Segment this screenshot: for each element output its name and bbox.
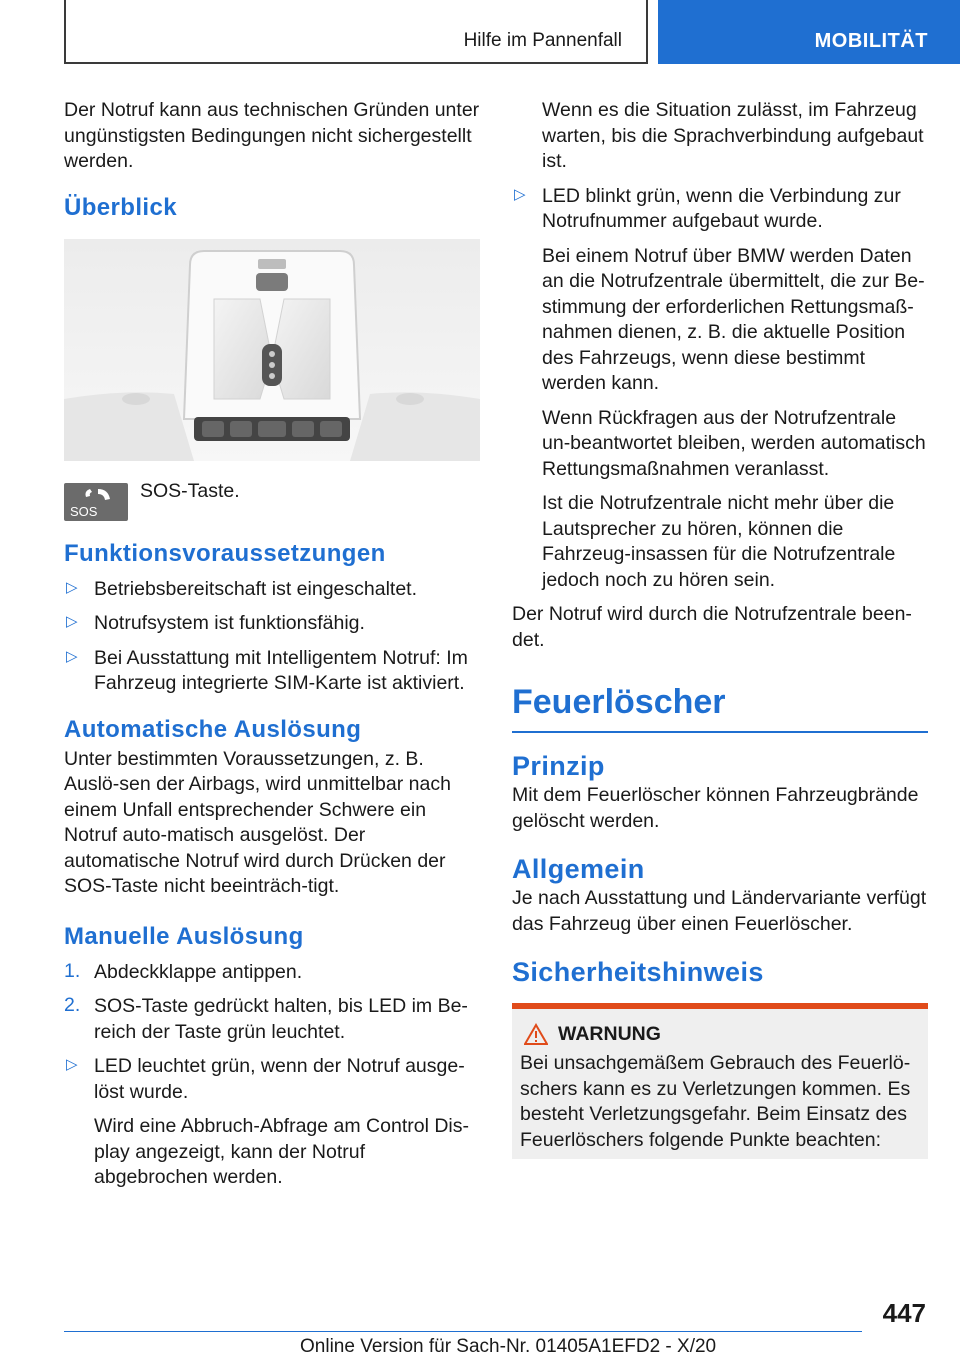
right-column bbox=[512, 98, 928, 1159]
overhead-console-image bbox=[64, 239, 480, 461]
header-chapter-tab bbox=[658, 0, 960, 64]
list-item: ▷ Bei Ausstattung mit Intelligentem Notruf: Im Fahrzeug integrierte SIM-Karte ist aktiviert. bbox=[66, 646, 468, 694]
warning-text: Bei unsachgemäßem Gebrauch des Feuerlö-schers kann es zu Verletzungen kommen. Es besteht Verletzungsgefahr. Beim Einsatz des Feuerlöschers folgende Punkte beachten: bbox=[520, 1052, 911, 1151]
triangle-bullet-icon: ▷ bbox=[66, 1056, 78, 1073]
overhead-console-illustration bbox=[64, 239, 480, 461]
step-item: 2. SOS-Taste gedrückt halten, bis LED im Be-reich der Taste grün leuchtet. bbox=[64, 994, 468, 1043]
manual-trigger-heading: Manuelle Auslösung bbox=[64, 922, 304, 950]
intro-paragraph: Der Notruf kann aus technischen Gründen unter ungünstigsten Bedingungen nicht sichergestellt werden. bbox=[64, 99, 480, 172]
triangle-bullet-icon: ▷ bbox=[514, 185, 526, 203]
result-note: Bei einem Notruf über BMW werden Daten an die Notrufzentrale übermittelt, die zur Be-stimmung der erforderlichen Rettungsmaß-nahmen dienen, z. B. die aktuelle Position des Fahrzeugs, wenn diese bestimmt werden kann. bbox=[542, 244, 925, 394]
automatic-trigger-text: Unter bestimmten Voraussetzungen, z. B. Auslö-sen der Airbags, wird unmittelbar nach einem Unfall entsprechender Schwere ein Notruf auto-matisch ausgelöst. Der automatische Notruf wird durch Drücken der SOS-Taste nicht beeinträch-tigt. bbox=[64, 747, 451, 897]
header-chapter-title: MOBILITÄT bbox=[814, 30, 928, 52]
safety-heading: Sicherheitshinweis bbox=[512, 957, 764, 987]
overview-heading: Überblick bbox=[64, 193, 177, 221]
principle-text: Mit dem Feuerlöscher können Fahrzeugbrände gelöscht werden. bbox=[512, 784, 919, 832]
function-requirements-heading: Funktionsvoraussetzungen bbox=[64, 539, 386, 567]
continued-note: Wenn es die Situation zulässt, im Fahrzeug warten, bis die Sprachverbindung aufgebaut ist. bbox=[542, 99, 924, 172]
footer-divider bbox=[64, 1331, 862, 1332]
end-paragraph: Der Notruf wird durch die Notrufzentrale been-det. bbox=[512, 603, 912, 651]
sos-icon-text: SOS bbox=[70, 503, 98, 519]
result-item: ▷ LED blinkt grün, wenn die Verbindung zur Notrufnummer aufgebaut wurde. bbox=[514, 184, 901, 232]
header-section-tab bbox=[64, 0, 648, 64]
list-item: ▷ Notrufsystem ist funktionsfähig. bbox=[66, 612, 365, 634]
warning-header bbox=[520, 1019, 920, 1049]
warning-box bbox=[512, 1003, 928, 1159]
result-item: ▷ LED leuchtet grün, wenn der Notruf ausge-löst wurde. bbox=[66, 1055, 465, 1103]
triangle-bullet-icon: ▷ bbox=[66, 578, 78, 596]
sos-caption: SOS-Taste. bbox=[140, 479, 240, 502]
page-number: 447 bbox=[882, 1298, 926, 1328]
triangle-bullet-icon: ▷ bbox=[66, 613, 78, 630]
fire-extinguisher-heading: Feuerlöscher bbox=[512, 681, 928, 733]
sos-phone-icon bbox=[64, 483, 128, 521]
general-text: Je nach Ausstattung und Ländervariante verfügt das Fahrzeug über einen Feuerlöscher. bbox=[512, 887, 927, 935]
warning-title: WARNUNG bbox=[558, 1023, 661, 1045]
warning-triangle-icon bbox=[524, 1023, 548, 1054]
sos-button-legend bbox=[64, 479, 480, 529]
triangle-bullet-icon: ▷ bbox=[66, 647, 78, 665]
footer-online-version: Online Version für Sach-Nr. 01405A1EFD2 - X/20 bbox=[300, 1336, 717, 1357]
result-note: Ist die Notrufzentrale nicht mehr über die Lautsprecher zu hören, können die Fahrzeug-insassen für die Notrufzentrale jedoch noch zu hören sein. bbox=[542, 492, 896, 591]
left-column bbox=[64, 98, 480, 1200]
result-note: Wenn Rückfragen aus der Notrufzentrale un-beantwortet bleiben, werden automatisch Rettungsmaßnahmen veranlasst. bbox=[542, 406, 926, 480]
list-item: ▷ Betriebsbereitschaft ist eingeschaltet. bbox=[66, 577, 418, 600]
result-note: Wird eine Abbruch-Abfrage am Control Dis-play angezeigt, kann der Notruf abgebrochen werden. bbox=[94, 1115, 469, 1188]
header-section-title: Hilfe im Pannenfall bbox=[463, 30, 622, 51]
automatic-trigger-heading: Automatische Auslösung bbox=[64, 715, 362, 743]
step-item: 1. Abdeckklappe antippen. bbox=[64, 959, 303, 983]
general-heading: Allgemein bbox=[512, 854, 645, 884]
principle-heading: Prinzip bbox=[512, 751, 605, 781]
